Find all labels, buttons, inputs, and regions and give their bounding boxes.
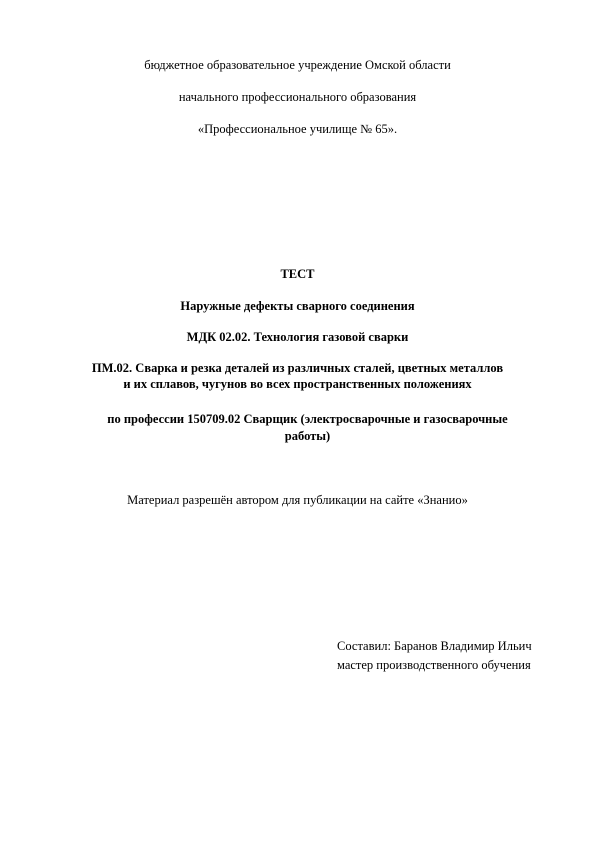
institution-line-2: начального профессионального образования — [178, 90, 417, 104]
permission-note: Материал разрешён автором для публикации на сайте «Знанио» — [127, 493, 468, 507]
profession-line-2: работы) — [284, 429, 331, 443]
institution-line-1: бюджетное образовательное учреждение Омской области — [144, 58, 451, 72]
institution-line-3: «Профессиональное училище № 65». — [197, 122, 398, 136]
author-compiled-by: Составил: Баранов Владимир Ильич — [337, 639, 532, 653]
test-topic: Наружные дефекты сварного соединения — [180, 299, 415, 313]
test-title: ТЕСТ — [280, 267, 315, 281]
profession-line-1: по профессии 150709.02 Сварщик (электросварочные и газосварочные — [107, 412, 508, 426]
author-block — [337, 637, 577, 675]
module-line-2: и их сплавов, чугунов во всех пространственных положениях — [123, 377, 472, 391]
module-line-1: ПМ.02. Сварка и резка деталей из различных сталей, цветных металлов — [91, 361, 504, 375]
course-title: МДК 02.02. Технология газовой сварки — [186, 330, 409, 344]
author-position: мастер производственного обучения — [337, 658, 531, 672]
